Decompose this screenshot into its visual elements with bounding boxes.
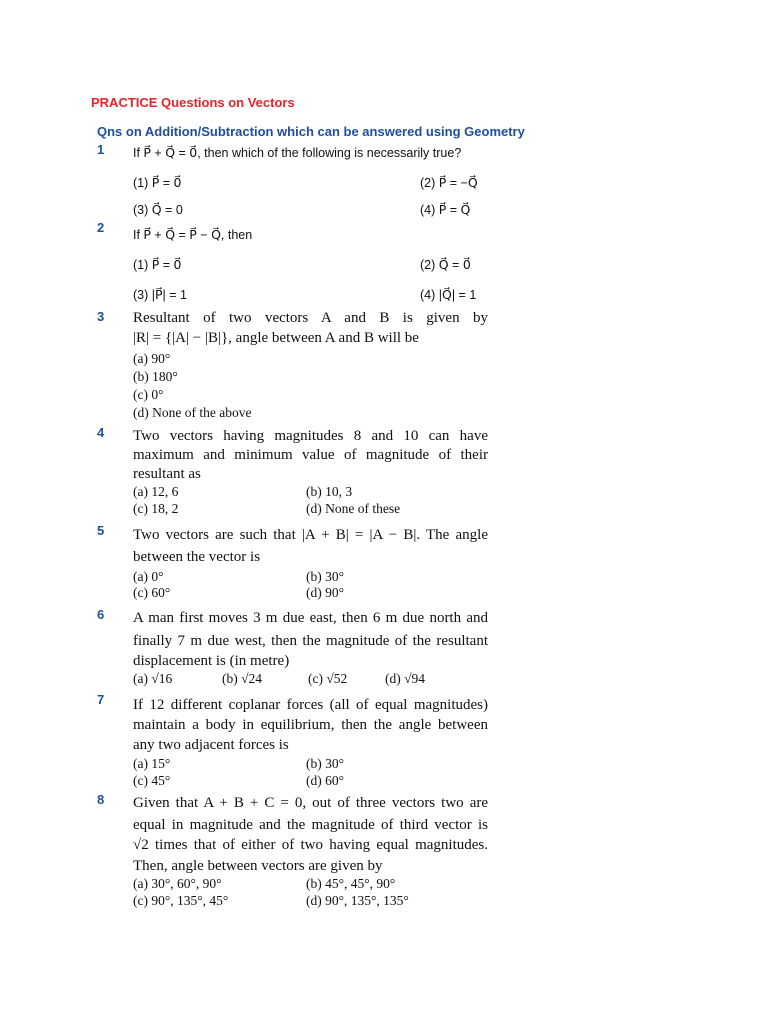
option-b: (b) 45°, 45°, 90°: [306, 876, 396, 891]
question-number: 1: [97, 142, 105, 157]
option-d: (d) 60°: [306, 773, 345, 788]
question-stem-line: Resultant of two vectors A and B is given by: [133, 310, 488, 326]
question-stem-line: displacement is (in metre): [133, 653, 290, 669]
question-stem-line: If 12 different coplanar forces (all of equal magnitudes): [133, 697, 488, 713]
question-stem-line: maintain a body in equilibrium, then the angle between: [133, 717, 488, 733]
question-stem-line: resultant as: [133, 466, 201, 482]
option-c: (c) 18, 2: [133, 501, 179, 516]
question-number: 3: [97, 309, 105, 324]
option-d: (d) √94: [385, 671, 426, 686]
question-stem-line: Given that A + B + C = 0, out of three vectors two are: [133, 795, 488, 811]
question-stem-line: Two vectors are such that |A + B| = |A − B|. The angle: [133, 527, 488, 543]
option-2: (2) P⃗ = −Q⃗: [420, 176, 478, 190]
option-b: (b) √24: [222, 671, 263, 686]
option-a: (a) √16: [133, 671, 173, 686]
question-stem-line: Two vectors having magnitudes 8 and 10 can have: [133, 428, 488, 444]
option-c: (c) 90°, 135°, 45°: [133, 893, 229, 908]
option-3: (3) |P⃗| = 1: [133, 288, 187, 302]
option-a: (a) 15°: [133, 756, 171, 771]
question-stem-line: any two adjacent forces is: [133, 737, 289, 753]
question-stem: If P⃗ + Q⃗ = P⃗ − Q⃗, then: [133, 228, 253, 242]
question-number: 6: [97, 607, 105, 622]
option-1: (1) P⃗ = 0⃗: [133, 258, 182, 272]
option-c: (c) √52: [308, 671, 348, 686]
question-stem-line: √2 times that of either of two having equal magnitudes.: [133, 837, 488, 853]
option-a: (a) 0°: [133, 569, 164, 584]
question-number: 2: [97, 220, 105, 235]
option-4: (4) P⃗ = Q⃗: [420, 203, 471, 217]
option-3: (3) Q⃗ = 0: [133, 203, 183, 217]
question-stem-line: equal in magnitude and the magnitude of third vector is: [133, 817, 488, 833]
page-title: PRACTICE Questions on Vectors: [91, 95, 295, 110]
option-a: (a) 12, 6: [133, 484, 179, 499]
option-4: (4) |Q⃗| = 1: [420, 288, 477, 302]
question-stem-line: |R| = {|A| − |B|}, angle between A and B will be: [133, 330, 419, 346]
question-stem-line: finally 7 m due west, then the magnitude of the resultant: [133, 633, 488, 649]
question-number: 7: [97, 692, 105, 707]
option-d: (d) None of the above: [133, 405, 252, 420]
option-1: (1) P⃗ = 0⃗: [133, 176, 182, 190]
option-c: (c) 45°: [133, 773, 171, 788]
option-d: (d) 90°: [306, 585, 345, 600]
question-stem-line: maximum and minimum value of magnitude of their: [133, 447, 488, 463]
option-a: (a) 30°, 60°, 90°: [133, 876, 222, 891]
question-number: 4: [97, 425, 105, 440]
question-number: 8: [97, 792, 105, 807]
option-b: (b) 180°: [133, 369, 178, 384]
option-2: (2) Q⃗ = 0⃗: [420, 258, 471, 272]
option-d: (d) 90°, 135°, 135°: [306, 893, 409, 908]
option-a: (a) 90°: [133, 351, 171, 366]
question-stem-line: Then, angle between vectors are given by: [133, 858, 383, 874]
option-c: (c) 0°: [133, 387, 164, 402]
question-stem-line: A man first moves 3 m due east, then 6 m due north and: [133, 610, 488, 626]
option-b: (b) 10, 3: [306, 484, 353, 499]
option-b: (b) 30°: [306, 569, 345, 584]
question-number: 5: [97, 523, 105, 538]
option-c: (c) 60°: [133, 585, 171, 600]
option-d: (d) None of these: [306, 501, 401, 516]
question-stem: If P⃗ + Q⃗ = 0⃗, then which of the following is necessarily true?: [133, 146, 462, 160]
section-subtitle: Qns on Addition/Subtraction which can be answered using Geometry: [97, 124, 525, 139]
option-b: (b) 30°: [306, 756, 345, 771]
question-stem-line: between the vector is: [133, 549, 261, 565]
